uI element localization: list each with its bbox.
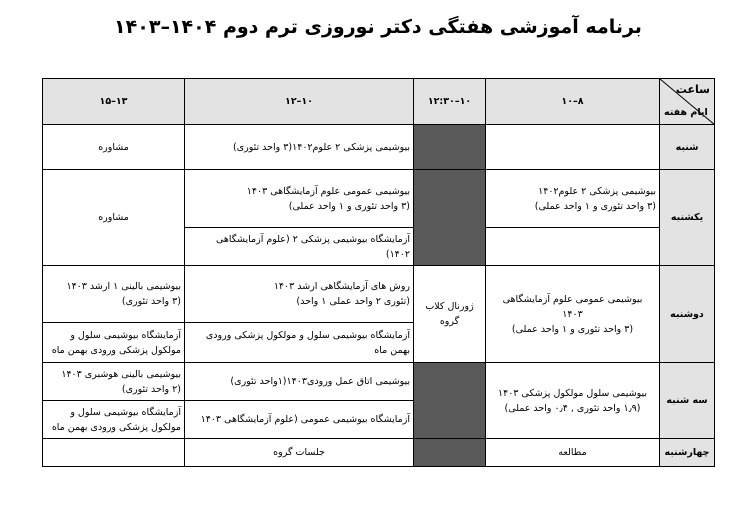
cell-do-10-12-b: آزمایشگاه بیوشیمی سلول و مولکول پزشکی ورودی بهمن ماه [185,323,414,363]
slot-header-10-12: ۱۰–۱۲ [185,79,414,125]
cell-do-10-12-a: روش های آزمایشگاهی ارشد ۱۴۰۳ (تئوری ۲ واحد عملی ۱ واحد) [185,266,414,323]
row-shanbe [43,125,715,170]
cell-shanbe-8-10 [486,125,660,170]
corner-cell [660,79,715,125]
day-doshanbe: دوشنبه [660,266,715,363]
cell-yek-10-12-a: بیوشیمی عمومی علوم آزمایشگاهی ۱۴۰۳ (۳ واحد تئوری و ۱ واحد عملی) [185,170,414,228]
cell-se-8-10: بیوشیمی سلول مولکول پزشکی ۱۴۰۳ (۱٫۹ واحد تئوری , ۰٫۴ واحد عملی) [486,363,660,439]
cell-do-13-15-a: بیوشیمی بالینی ۱ ارشد ۱۴۰۳ (۳ واحد تئوری) [43,266,185,323]
cell-yek-blocked [414,170,486,266]
cell-do-13-15-b: آزمایشگاه بیوشیمی سلول و مولکول پزشکی ورودی بهمن ماه [43,323,185,363]
schedule-table [42,78,715,467]
cell-do-1230: ژورنال کلاب گروه [414,266,486,363]
cell-yek-13-15: مشاوره [43,170,185,266]
header-row [43,79,715,125]
slot-header-10-1230: ۱۰–۱۲:۳۰ [414,79,486,125]
cell-se-10-12-b: آزمایشگاه بیوشیمی عمومی (علوم آزمایشگاهی ۱۴۰۳ [185,401,414,439]
row-chaharshanbe [43,439,715,467]
corner-days-label: ایام هفته [664,107,708,118]
day-chaharshanbe: چهارشنبه [660,439,715,467]
slot-header-8-10: ۸–۱۰ [486,79,660,125]
cell-se-blocked [414,363,486,439]
slot-header-13-15: ۱۳–۱۵ [43,79,185,125]
cell-se-13-15-b: آزمایشگاه بیوشیمی سلول و مولکول پزشکی ورودی بهمن ماه [43,401,185,439]
day-yekshanbe: یکشنبه [660,170,715,266]
corner-time-label: ساعت [675,83,710,96]
cell-yek-8-10: بیوشیمی پزشکی ۲ علوم۱۴۰۲ (۳ واحد تئوری و ۱ واحد عملی) [486,170,660,228]
cell-se-10-12-a: بیوشیمی اتاق عمل ورودی۱۴۰۳(۱واحد تئوری) [185,363,414,401]
cell-ch-8-10: مطالعه [486,439,660,467]
cell-yek-8-10-empty [486,228,660,266]
row-doshanbe-a [43,266,715,323]
cell-shanbe-10-12: بیوشیمی پزشکی ۲ علوم۱۴۰۲(۳ واحد تئوری) [185,125,414,170]
page-title: برنامه آموزشی هفتگی دکتر نوروزی ترم دوم ۱۴۰۴–۱۴۰۳ [114,16,642,38]
cell-yek-10-12-b: آزمایشگاه بیوشیمی پزشکی ۲ (علوم آزمایشگاهی ۱۴۰۲) [185,228,414,266]
cell-ch-13-15 [43,439,185,467]
cell-shanbe-13-15: مشاوره [43,125,185,170]
cell-do-8-10: بیوشیمی عمومی علوم آزمایشگاهی ۱۴۰۳ (۳ واحد تئوری و ۱ واحد عملی) [486,266,660,363]
cell-ch-10-12: جلسات گروه [185,439,414,467]
cell-se-13-15-a: بیوشیمی بالینی هوشبری ۱۴۰۳ (۲ واحد تئوری) [43,363,185,401]
row-seshanbe-a [43,363,715,401]
day-seshanbe: سه شنبه [660,363,715,439]
day-shanbe: شنبه [660,125,715,170]
cell-ch-blocked [414,439,486,467]
row-yekshanbe-a [43,170,715,228]
cell-shanbe-blocked [414,125,486,170]
